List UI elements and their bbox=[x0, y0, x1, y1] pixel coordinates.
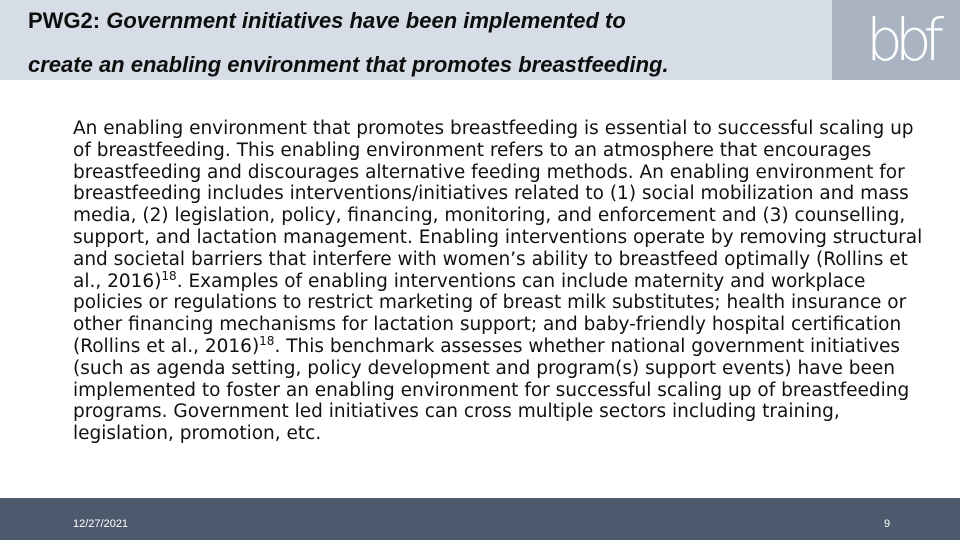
footer-date: 12/27/2021 bbox=[73, 518, 129, 530]
bbf-logo-text: bbf bbox=[866, 6, 937, 74]
slide-title-line-2 bbox=[28, 52, 669, 78]
footer-band bbox=[0, 498, 960, 540]
body-segment-1: An enabling environment that promotes breastfeeding is essential to successful scaling up of breastfeeding. This enabling environment refers to an atmosphere that encourages breastfeeding and discourages alternative feeding methods. An enabling environment for breastfeeding includes interventions/initiatives related to (1) social mobilization and mass media, (2) legislation, policy, financing, monitoring, and enforcement and (3) counselling, support, and lactation management. Enabling interventions operate by removing structural and societal barriers that interfere with women’s ability to breastfeed optimally (Rollins et al., 2016) bbox=[73, 118, 923, 292]
body-segment-2: . Examples of enabling interventions can include maternity and workplace policies or regulations to restrict marketing of breast milk substitutes; health insurance or other financing mechanisms for lactation support; and baby-friendly hospital certification (Rollins et al., 2016) bbox=[73, 270, 907, 357]
reference-superscript-1: 18 bbox=[161, 268, 177, 283]
bbf-logo bbox=[864, 4, 944, 74]
reference-superscript-2: 18 bbox=[259, 333, 275, 348]
slide-title-line-1 bbox=[28, 8, 626, 34]
footer-page-number: 9 bbox=[883, 518, 891, 530]
title-line-1-text: Government initiatives have been implemented to bbox=[106, 8, 626, 33]
title-line-2-text: create an enabling environment that promotes breastfeeding. bbox=[28, 52, 669, 77]
title-prefix: PWG2: bbox=[28, 8, 107, 33]
body-paragraph bbox=[73, 118, 925, 445]
body-segment-3: . This benchmark assesses whether national government initiatives (such as agenda setting, policy development and program(s) support events) have been implemented to foster an enabling environment for successful scaling up of breastfeeding programs. Government led initiatives can cross multiple sectors including training, legislation, promotion, etc. bbox=[73, 335, 910, 445]
